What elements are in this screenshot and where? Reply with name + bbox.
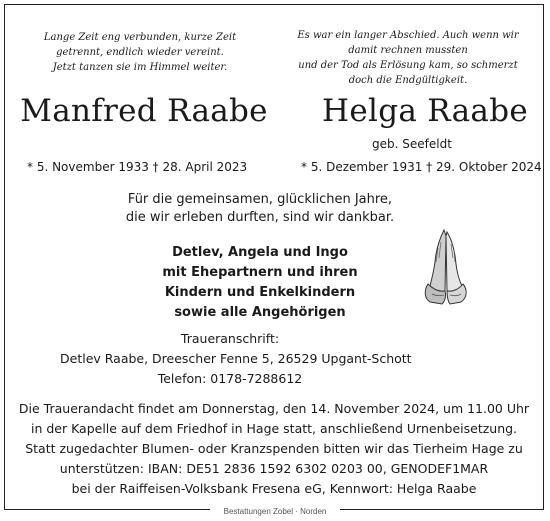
service-line: Die Trauerandacht findet am Donnerstag, den 14. November 2024, um 11.00 Uhr — [18, 401, 530, 416]
service-line: Statt zugedachter Blumen- oder Kranzspenden bitten wir das Tierheim Hage zu — [25, 441, 523, 456]
poem-line: Jetzt tanzen sie im Himmel weiter. — [52, 62, 228, 73]
life-dates-right: * 5. Dezember 1931 † 29. Oktober 2024 — [301, 160, 542, 174]
poem-line: Es war ein langer Abschied. Auch wenn wir — [297, 30, 519, 41]
service-line: unterstützen: IBAN: DE51 2836 1592 6302 0203 00, GENODEF1MAR — [59, 461, 489, 476]
phone-line: Telefon: 0178-7288612 — [157, 371, 303, 386]
service-line: bei der Raiffeisen-Volksbank Fresena eG, Kennwort: Helga Raabe — [71, 481, 477, 496]
deceased-name-left: Manfred Raabe — [20, 93, 268, 129]
thanks-line: die wir erleben durften, sind wir dankbar. — [125, 210, 395, 225]
mourners-line: Detlev, Angela und Ingo — [172, 245, 348, 260]
life-dates-left: * 5. November 1933 † 28. April 2023 — [27, 160, 248, 174]
poem-right — [292, 28, 524, 88]
mourners-line: mit Ehepartnern und ihren — [162, 265, 358, 280]
service-details — [16, 399, 532, 499]
address-line: Detlev Raabe, Dreescher Fenne 5, 26529 Upgant-Schott — [60, 351, 412, 366]
poem-line: Lange Zeit eng verbunden, kurze Zeit — [43, 32, 237, 43]
thanks-text — [120, 191, 400, 227]
thanks-line: Für die gemeinsamen, glücklichen Jahre, — [127, 192, 393, 207]
address-label: Traueranschrift: — [180, 331, 280, 346]
poem-left — [20, 30, 260, 75]
service-line: in der Kapelle auf dem Friedhof in Hage statt, anschließend Urnenbeisetzung. — [30, 421, 518, 436]
mourning-address — [60, 329, 412, 389]
birth-name: geb. Seefeldt — [372, 137, 452, 151]
footer-credit: Bestattungen Zobel · Norden — [223, 507, 327, 516]
mourners-line: Kindern und Enkelkindern — [164, 285, 356, 300]
poem-line: und der Tod als Erlösung kam, so schmerzt — [298, 60, 518, 71]
poem-line: getrennt, endlich wieder vereint. — [56, 47, 224, 58]
deceased-name-right: Helga Raabe — [322, 93, 528, 129]
mourners-line: sowie alle Angehörigen — [174, 305, 346, 320]
praying-hands-icon — [420, 228, 472, 306]
mourners-block — [120, 243, 400, 323]
poem-line: damit rechnen mussten — [348, 45, 468, 56]
poem-line: doch die Endgültigkeit. — [348, 75, 468, 86]
